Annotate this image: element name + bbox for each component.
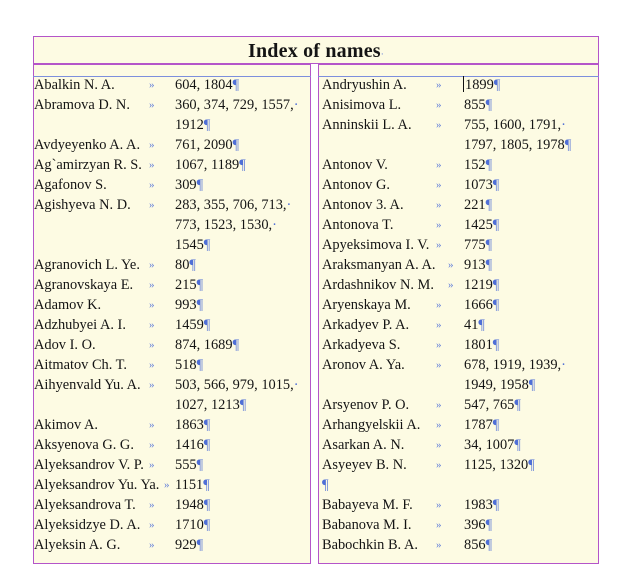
entry-name: Ag`amirzyan R. S. xyxy=(34,157,142,173)
entry-name: Anisimova L. xyxy=(322,97,402,113)
entry-pages-text: 775 xyxy=(464,237,486,253)
entry-pages xyxy=(175,135,239,155)
entry-pages-text: 283, 355, 706, 713, xyxy=(175,197,287,213)
index-entry-line[interactable] xyxy=(34,115,310,135)
entry-name: Alyeksandrova T. xyxy=(34,497,136,513)
tab-mark-icon: » xyxy=(149,299,155,311)
space-mark: · xyxy=(561,357,566,373)
entry-name: Babanova M. I. xyxy=(322,517,412,533)
space-mark: · xyxy=(272,217,277,233)
tab-mark-icon: » xyxy=(436,239,442,251)
entry-pages-text: 913 xyxy=(464,257,486,273)
entry-pages xyxy=(464,195,492,215)
entry-pages xyxy=(322,475,329,495)
entry-pages xyxy=(464,235,492,255)
entry-pages xyxy=(175,295,203,315)
entry-pages xyxy=(464,275,499,295)
tab-mark-icon: » xyxy=(436,219,442,231)
tab-mark-icon: » xyxy=(149,339,155,351)
entry-pages-text: 503, 566, 979, 1015, xyxy=(175,377,294,393)
index-entry-line[interactable] xyxy=(322,415,598,435)
space-mark: · xyxy=(293,377,299,393)
tab-mark-icon: » xyxy=(436,179,442,191)
index-entry-line[interactable] xyxy=(34,355,310,375)
index-entry-line[interactable] xyxy=(322,95,598,115)
tab-mark-icon: » xyxy=(149,359,155,371)
pilcrow-mark: ¶ xyxy=(196,177,204,193)
entry-pages-text: 555 xyxy=(175,457,197,473)
entry-pages xyxy=(463,75,500,95)
entry-pages-text: 929 xyxy=(175,537,197,553)
entry-name: Agranovskaya E. xyxy=(34,277,134,293)
entry-pages xyxy=(175,75,239,95)
entry-name: Antonov 3. A. xyxy=(322,197,404,213)
index-entry-line[interactable] xyxy=(34,135,310,155)
index-entry-line[interactable] xyxy=(322,335,598,355)
entry-name: Alyeksandrov V. P. xyxy=(34,457,144,473)
index-entry-line[interactable] xyxy=(322,75,598,95)
pilcrow-mark: ¶ xyxy=(492,217,500,233)
entry-pages-text: 1459 xyxy=(175,317,204,333)
entry-pages-text: 874, 1689 xyxy=(175,337,233,353)
pilcrow-mark: ¶ xyxy=(493,77,501,93)
pilcrow-mark: ¶ xyxy=(485,97,493,113)
entry-pages xyxy=(175,495,210,515)
pilcrow-mark: ¶ xyxy=(203,117,211,133)
tab-mark-icon: » xyxy=(149,279,155,291)
tab-mark-icon: » xyxy=(436,299,442,311)
entry-pages xyxy=(175,375,299,395)
pilcrow-mark: ¶ xyxy=(492,177,500,193)
index-entry-line[interactable] xyxy=(34,175,310,195)
entry-name: Babochkin B. A. xyxy=(322,537,418,553)
entry-pages-text: 1983 xyxy=(464,497,493,513)
pilcrow-mark: ¶ xyxy=(485,257,493,273)
entry-pages-text: 604, 1804 xyxy=(175,77,233,93)
pilcrow-mark: ¶ xyxy=(514,397,521,413)
entry-name: Asyeyev B. N. xyxy=(322,457,407,473)
entry-pages-text: 221 xyxy=(464,197,486,213)
pilcrow-mark: ¶ xyxy=(528,377,536,393)
tab-mark-icon: » xyxy=(436,539,442,551)
entry-name: Arsyenov P. O. xyxy=(322,397,410,413)
index-entry-line[interactable] xyxy=(34,515,310,535)
entry-name: Asarkan A. N. xyxy=(322,437,405,453)
pilcrow-mark: ¶ xyxy=(189,257,196,273)
entry-pages-text: 1949, 1958 xyxy=(464,377,529,393)
entry-pages-text: 1219 xyxy=(464,277,493,293)
entry-pages-text: 1801 xyxy=(464,337,493,353)
entry-pages xyxy=(175,215,277,235)
index-entry-line[interactable] xyxy=(322,195,598,215)
entry-name: Avdyeyenko A. A. xyxy=(34,137,141,153)
tab-mark-icon: » xyxy=(436,459,442,471)
entry-pages xyxy=(175,515,210,535)
entry-pages xyxy=(175,255,196,275)
tab-mark-icon: » xyxy=(436,519,442,531)
entry-pages-text: 1125, 1320 xyxy=(464,457,529,473)
entry-pages xyxy=(464,135,571,155)
entry-pages xyxy=(464,355,566,375)
index-entry-line[interactable] xyxy=(322,475,598,495)
index-entry-line[interactable] xyxy=(34,235,310,255)
pilcrow-mark: ¶ xyxy=(196,297,204,313)
entry-pages xyxy=(175,175,203,195)
entry-name: Adamov K. xyxy=(34,297,102,313)
pilcrow-mark: ¶ xyxy=(514,437,521,453)
index-entry-line[interactable] xyxy=(34,395,310,415)
entry-pages xyxy=(464,515,492,535)
tab-mark-icon: » xyxy=(436,99,442,111)
entry-pages-text: 1797, 1805, 1978 xyxy=(464,137,565,153)
index-entry-line[interactable] xyxy=(322,135,598,155)
index-entry-line[interactable] xyxy=(34,375,310,395)
index-entry-line[interactable] xyxy=(34,195,310,215)
entry-pages xyxy=(175,235,210,255)
tab-mark-icon: » xyxy=(436,199,442,211)
entry-name: Anninskii L. A. xyxy=(322,117,412,133)
tab-mark-icon: » xyxy=(164,479,170,491)
entry-pages xyxy=(464,455,535,475)
entry-pages xyxy=(464,215,499,235)
tab-mark-icon: » xyxy=(448,279,454,291)
entry-name: Babayeva M. F. xyxy=(322,497,413,513)
entry-name: Adov I. O. xyxy=(34,337,96,353)
pilcrow-mark: ¶ xyxy=(528,457,535,473)
tab-mark-icon: » xyxy=(436,419,442,431)
pilcrow-mark: ¶ xyxy=(232,337,240,353)
entry-pages xyxy=(175,95,299,115)
index-entry-line[interactable] xyxy=(322,295,598,315)
entry-name: Abramova D. N. xyxy=(34,97,130,113)
entry-pages xyxy=(175,315,210,335)
entry-name: Aihyenvald Yu. A. xyxy=(34,377,141,393)
entry-pages xyxy=(464,315,485,335)
entry-pages-text: 547, 765 xyxy=(464,397,515,413)
index-entry-line[interactable] xyxy=(34,415,310,435)
tab-mark-icon: » xyxy=(436,339,442,351)
entry-pages-text: 1787 xyxy=(464,417,493,433)
entry-pages-text: 309 xyxy=(175,177,197,193)
tab-mark-icon: » xyxy=(149,439,155,451)
index-entry-line[interactable] xyxy=(34,315,310,335)
pilcrow-mark: · xyxy=(380,49,384,59)
tab-mark-icon: » xyxy=(436,359,442,371)
entry-pages xyxy=(464,415,499,435)
index-entry-line[interactable] xyxy=(34,435,310,455)
entry-name: Alyeksandrov Yu. Ya. xyxy=(34,477,160,493)
entry-name: Andryushin A. xyxy=(322,77,407,93)
index-entry-line[interactable] xyxy=(34,95,310,115)
entry-pages xyxy=(175,195,291,215)
index-entry-line[interactable] xyxy=(322,115,598,135)
entry-name: Alyeksidzye D. A. xyxy=(34,517,141,533)
tab-mark-icon: » xyxy=(149,459,155,471)
pilcrow-mark: ¶ xyxy=(196,277,204,293)
tab-mark-icon: » xyxy=(149,259,155,271)
index-entry-line[interactable] xyxy=(322,455,598,475)
index-entry-line[interactable] xyxy=(322,535,598,555)
entry-pages-text: 41 xyxy=(464,317,479,333)
entry-pages-text: 152 xyxy=(464,157,486,173)
pilcrow-mark: ¶ xyxy=(485,517,493,533)
title-frame[interactable] xyxy=(33,36,599,64)
index-entry-line[interactable] xyxy=(34,335,310,355)
index-entry-line[interactable] xyxy=(322,155,598,175)
entry-pages xyxy=(464,95,492,115)
entry-pages xyxy=(175,335,239,355)
index-entry-line[interactable] xyxy=(34,255,310,275)
tab-mark-icon: » xyxy=(149,159,155,171)
tab-mark-icon: » xyxy=(149,79,155,91)
entry-pages xyxy=(175,415,210,435)
space-mark: · xyxy=(561,117,566,133)
tab-mark-icon: » xyxy=(149,179,155,191)
entry-name: Agranovich L. Ye. xyxy=(34,257,140,273)
index-column-left xyxy=(34,75,310,555)
tab-mark-icon: » xyxy=(149,199,155,211)
pilcrow-mark: ¶ xyxy=(203,497,211,513)
entry-pages xyxy=(175,355,203,375)
entry-pages-text: 80 xyxy=(175,257,190,273)
pilcrow-mark: ¶ xyxy=(492,337,500,353)
entry-pages xyxy=(464,255,492,275)
index-entry-line[interactable] xyxy=(34,455,310,475)
entry-name: Ardashnikov N. M. xyxy=(322,277,434,293)
index-entry-line[interactable] xyxy=(34,475,310,495)
entry-pages-text: 1027, 1213 xyxy=(175,397,240,413)
entry-pages-text: 773, 1523, 1530, xyxy=(175,217,273,233)
entry-pages-text: 1710 xyxy=(175,517,204,533)
entry-pages-text: 360, 374, 729, 1557, xyxy=(175,97,294,113)
pilcrow-mark: ¶ xyxy=(203,477,210,493)
index-entry-line[interactable] xyxy=(322,375,598,395)
entry-pages-text: 215 xyxy=(175,277,197,293)
entry-pages-text: 1899 xyxy=(465,77,494,93)
entry-pages xyxy=(464,375,535,395)
index-entry-line[interactable] xyxy=(34,275,310,295)
entry-pages xyxy=(464,435,521,455)
entry-name: Apyeksimova I. V. xyxy=(322,237,430,253)
pilcrow-mark: ¶ xyxy=(485,237,493,253)
entry-pages-text: 761, 2090 xyxy=(175,137,233,153)
entry-pages-text: 755, 1600, 1791, xyxy=(464,117,562,133)
space-mark: · xyxy=(286,197,292,213)
index-entry-line[interactable] xyxy=(322,215,598,235)
entry-pages xyxy=(464,335,499,355)
pilcrow-mark: ¶ xyxy=(232,137,240,153)
entry-pages xyxy=(175,455,203,475)
entry-pages-text: 518 xyxy=(175,357,197,373)
space-mark: · xyxy=(293,97,299,113)
entry-name: Antonov G. xyxy=(322,177,390,193)
tab-mark-icon: » xyxy=(436,159,442,171)
entry-pages-text: 396 xyxy=(464,517,486,533)
tab-mark-icon: » xyxy=(436,319,442,331)
pilcrow-mark: ¶ xyxy=(485,157,493,173)
entry-pages xyxy=(464,115,566,135)
tab-mark-icon: » xyxy=(149,319,155,331)
entry-name: Antonova T. xyxy=(322,217,394,233)
entry-pages-text: 678, 1919, 1939, xyxy=(464,357,562,373)
entry-pages xyxy=(175,475,210,495)
entry-pages xyxy=(175,395,246,415)
entry-pages-text: 1912 xyxy=(175,117,204,133)
entry-pages-text: 856 xyxy=(464,537,486,553)
entry-name: Arkadyev P. A. xyxy=(322,317,410,333)
entry-pages xyxy=(175,275,203,295)
pilcrow-mark: ¶ xyxy=(485,197,493,213)
tab-mark-icon: » xyxy=(149,499,155,511)
pilcrow-mark: ¶ xyxy=(239,157,246,173)
tab-mark-icon: » xyxy=(149,139,155,151)
index-entry-line[interactable] xyxy=(322,175,598,195)
pilcrow-mark: ¶ xyxy=(196,457,204,473)
index-entry-line[interactable] xyxy=(322,235,598,255)
tab-mark-icon: » xyxy=(448,259,454,271)
entry-pages-text: 1073 xyxy=(464,177,493,193)
pilcrow-mark: ¶ xyxy=(203,517,211,533)
entry-name: Aitmatov Ch. T. xyxy=(34,357,128,373)
index-entry-line[interactable] xyxy=(34,535,310,555)
tab-mark-icon: » xyxy=(436,119,442,131)
entry-pages-text: 1425 xyxy=(464,217,493,233)
entry-pages-text: 993 xyxy=(175,297,197,313)
index-entry-line[interactable] xyxy=(34,495,310,515)
entry-pages xyxy=(464,155,492,175)
pilcrow-mark: ¶ xyxy=(232,77,240,93)
entry-pages-text: 34, 1007 xyxy=(464,437,515,453)
pilcrow-mark: ¶ xyxy=(485,537,493,553)
pilcrow-mark: ¶ xyxy=(564,137,572,153)
pilcrow-mark: ¶ xyxy=(478,317,485,333)
pilcrow-mark: ¶ xyxy=(203,417,211,433)
pilcrow-mark: ¶ xyxy=(203,317,211,333)
index-entry-line[interactable] xyxy=(322,275,598,295)
entry-pages-text: 855 xyxy=(464,97,486,113)
pilcrow-mark: ¶ xyxy=(492,417,500,433)
entry-name: Alyeksin A. G. xyxy=(34,537,121,553)
pilcrow-mark: ¶ xyxy=(492,277,500,293)
entry-pages xyxy=(464,495,499,515)
entry-pages xyxy=(175,155,246,175)
entry-name: Abalkin N. A. xyxy=(34,77,115,93)
tab-mark-icon: » xyxy=(436,79,442,91)
pilcrow-mark: ¶ xyxy=(203,237,211,253)
pilcrow-mark: ¶ xyxy=(492,497,500,513)
entry-pages-text: 1545 xyxy=(175,237,204,253)
index-entry-line[interactable] xyxy=(322,495,598,515)
entry-name: Adzhubyei A. I. xyxy=(34,317,126,333)
tab-mark-icon: » xyxy=(149,379,155,391)
entry-pages-text: 1416 xyxy=(175,437,204,453)
entry-pages xyxy=(175,115,210,135)
entry-name: Arkadyeva S. xyxy=(322,337,401,353)
entry-name: Antonov V. xyxy=(322,157,388,173)
entry-pages xyxy=(464,295,499,315)
index-entry-line[interactable] xyxy=(34,75,310,95)
index-entry-line[interactable] xyxy=(322,355,598,375)
tab-mark-icon: » xyxy=(149,539,155,551)
tab-mark-icon: » xyxy=(149,519,155,531)
entry-name: Araksmanyan A. A. xyxy=(322,257,436,273)
index-entry-line[interactable] xyxy=(322,315,598,335)
entry-pages-text: 1863 xyxy=(175,417,204,433)
pilcrow-mark: ¶ xyxy=(196,537,204,553)
index-entry-line[interactable] xyxy=(322,395,598,415)
entry-name: Aryenskaya M. xyxy=(322,297,411,313)
index-entry-line[interactable] xyxy=(322,515,598,535)
entry-pages-text: 1151 xyxy=(175,477,204,493)
entry-pages xyxy=(464,175,499,195)
entry-pages xyxy=(175,535,203,555)
text-cursor xyxy=(463,76,464,92)
entry-pages-text: 1666 xyxy=(464,297,493,313)
entry-name: Aksyenova G. G. xyxy=(34,437,134,453)
entry-name: Arhangyelskii A. xyxy=(322,417,421,433)
pilcrow-mark: ¶ xyxy=(322,477,329,493)
entry-name: Akimov A. xyxy=(34,417,98,433)
tab-mark-icon: » xyxy=(149,99,155,111)
pilcrow-mark: ¶ xyxy=(239,397,247,413)
entry-name: Aronov A. Ya. xyxy=(322,357,405,373)
entry-name: Agishyeva N. D. xyxy=(34,197,131,213)
tab-mark-icon: » xyxy=(436,499,442,511)
tab-mark-icon: » xyxy=(436,399,442,411)
tab-mark-icon: » xyxy=(149,419,155,431)
page-title: Index of names· xyxy=(247,40,384,62)
index-entry-line[interactable] xyxy=(322,255,598,275)
entry-pages-text: 1948 xyxy=(175,497,204,513)
entry-pages-text: 1067, 1189 xyxy=(175,157,240,173)
pilcrow-mark: ¶ xyxy=(492,297,500,313)
pilcrow-mark: ¶ xyxy=(196,357,204,373)
index-column-right xyxy=(322,75,598,555)
entry-pages xyxy=(464,535,492,555)
entry-pages xyxy=(464,395,521,415)
tab-mark-icon: » xyxy=(436,439,442,451)
index-entry-line[interactable] xyxy=(34,215,310,235)
index-entry-line[interactable] xyxy=(34,155,310,175)
index-entry-line[interactable] xyxy=(322,435,598,455)
index-entry-line[interactable] xyxy=(34,295,310,315)
pilcrow-mark: ¶ xyxy=(203,437,211,453)
entry-name: Agafonov S. xyxy=(34,177,107,193)
entry-pages xyxy=(175,435,210,455)
